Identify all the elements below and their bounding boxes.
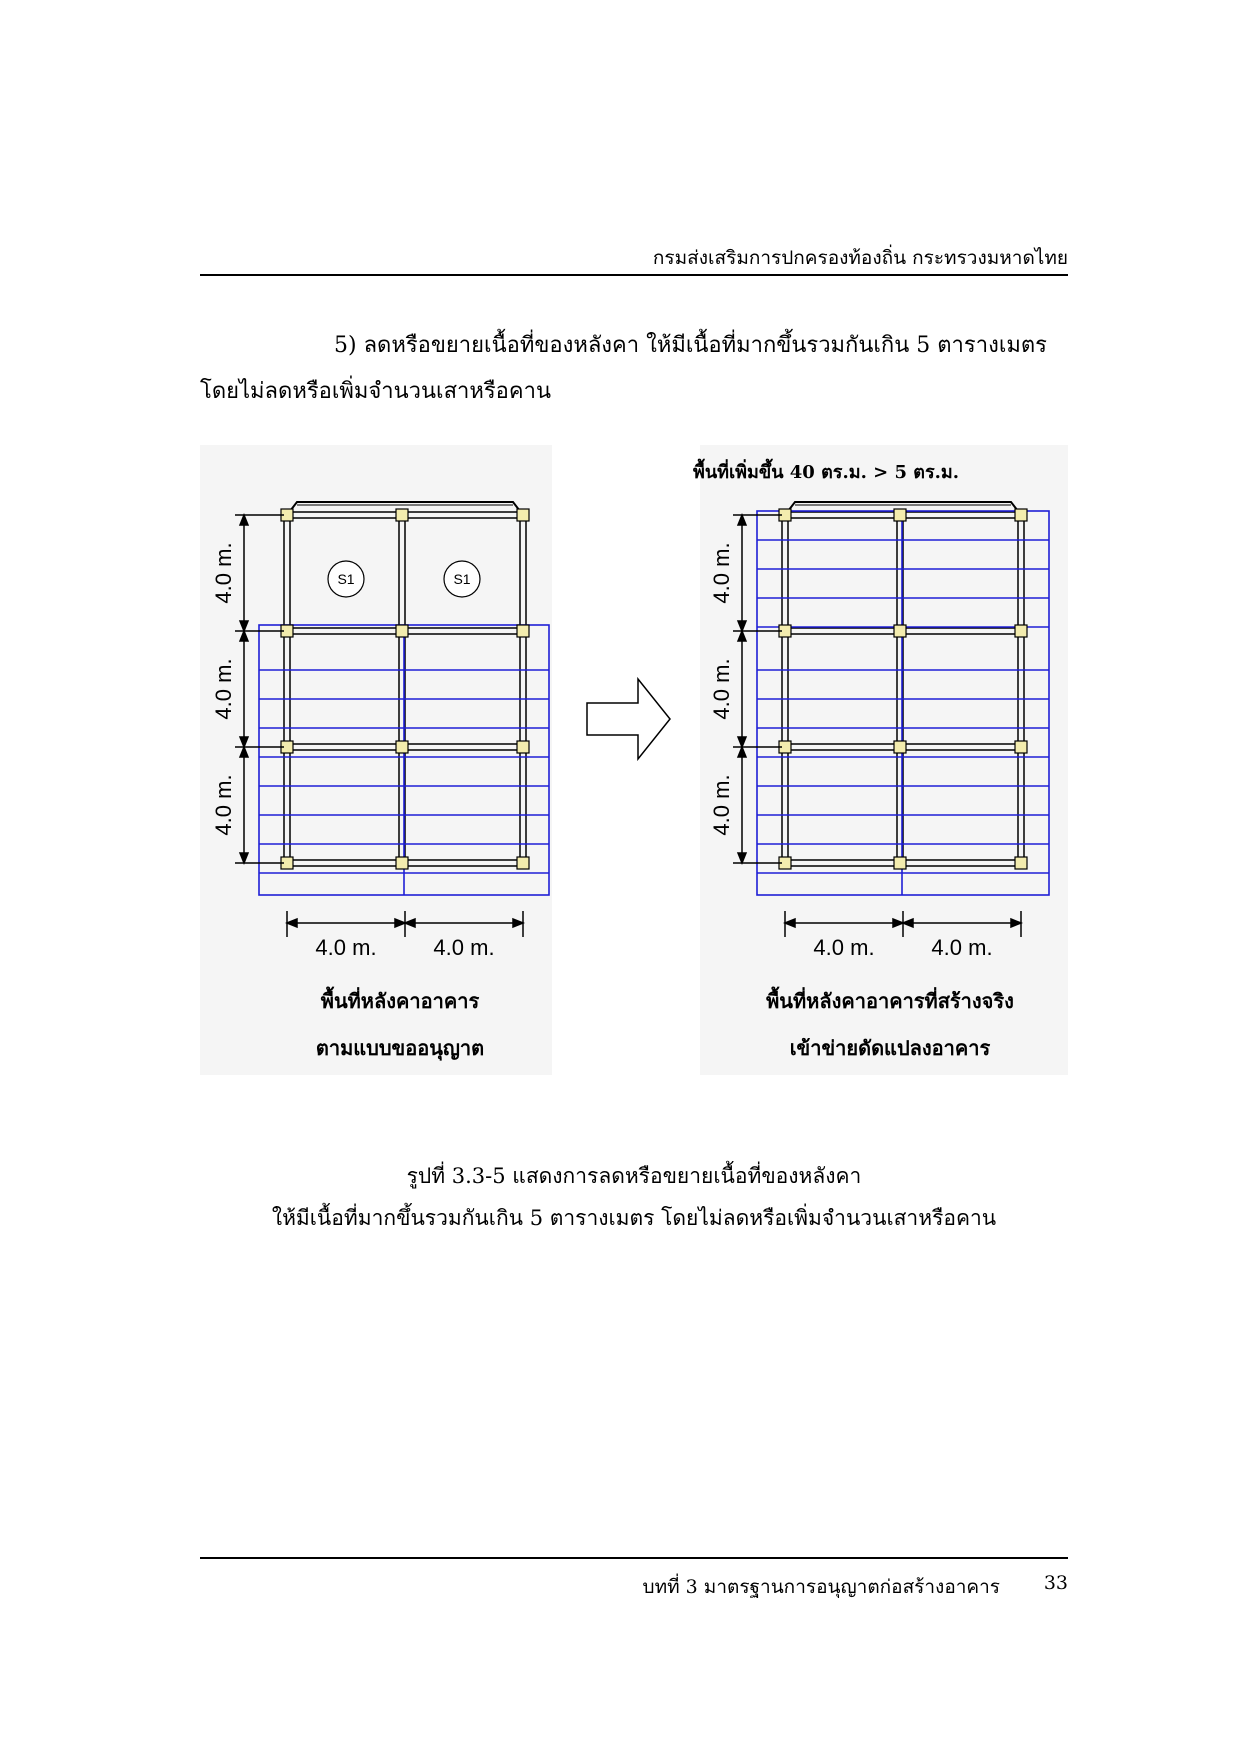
left-panel-bg (200, 445, 552, 1075)
left-hdim-2: 4.0 m. (433, 935, 495, 960)
slab-label-2: S1 (453, 571, 471, 587)
figure-roof-plan-comparison (200, 445, 1068, 1075)
running-header: กรมส่งเสริมการปกครองท้องถิ่น กระทรวงมหาดไทย (652, 247, 1068, 269)
paragraph-line-1: 5) ลดหรือขยายเนื้อที่ของหลังคา ให้มีเนื้อที่มากขึ้นรวมกันเกิน 5 ตารางเมตร (334, 333, 1047, 358)
running-footer: บทที่ 3 มาตรฐานการอนุญาตก่อสร้างอาคาร (642, 1576, 1000, 1598)
right-vdim-3: 4.0 m. (709, 774, 734, 836)
page-number: 33 (1043, 1572, 1068, 1594)
paragraph-line-2: โดยไม่ลดหรือเพิ่มจำนวนเสาหรือคาน (200, 379, 552, 404)
right-hdim-2: 4.0 m. (931, 935, 993, 960)
caption-line-1: รูปที่ 3.3-5 แสดงการลดหรือขยายเนื้อที่ของหลังคา (406, 1164, 862, 1188)
left-vdim-3: 4.0 m. (211, 774, 236, 836)
left-caption-2: ตามแบบขออนุญาต (315, 1036, 485, 1060)
body-paragraph (200, 323, 1068, 415)
transform-arrow (587, 679, 670, 759)
footer-rule (200, 1557, 1068, 1559)
left-hdim-1: 4.0 m. (315, 935, 377, 960)
figure-caption (200, 1155, 1068, 1239)
left-caption-1: พื้นที่หลังคาอาคาร (320, 989, 480, 1013)
right-vdim-1: 4.0 m. (709, 542, 734, 604)
left-vdim-1: 4.0 m. (211, 542, 236, 604)
right-caption-2: เข้าข่ายดัดแปลงอาคาร (789, 1036, 991, 1060)
right-caption-1: พื้นที่หลังคาอาคารที่สร้างจริง (766, 989, 1014, 1013)
added-area-note: พื้นที่เพิ่มขึ้น 40 ตร.ม. > 5 ตร.ม. (692, 462, 960, 483)
left-vdim-2: 4.0 m. (211, 658, 236, 720)
caption-line-2: ให้มีเนื้อที่มากขึ้นรวมกันเกิน 5 ตารางเมตร โดยไม่ลดหรือเพิ่มจำนวนเสาหรือคาน (271, 1206, 997, 1230)
right-hdim-1: 4.0 m. (813, 935, 875, 960)
header-rule (200, 274, 1068, 276)
right-vdim-2: 4.0 m. (709, 658, 734, 720)
slab-label-1: S1 (337, 571, 355, 587)
